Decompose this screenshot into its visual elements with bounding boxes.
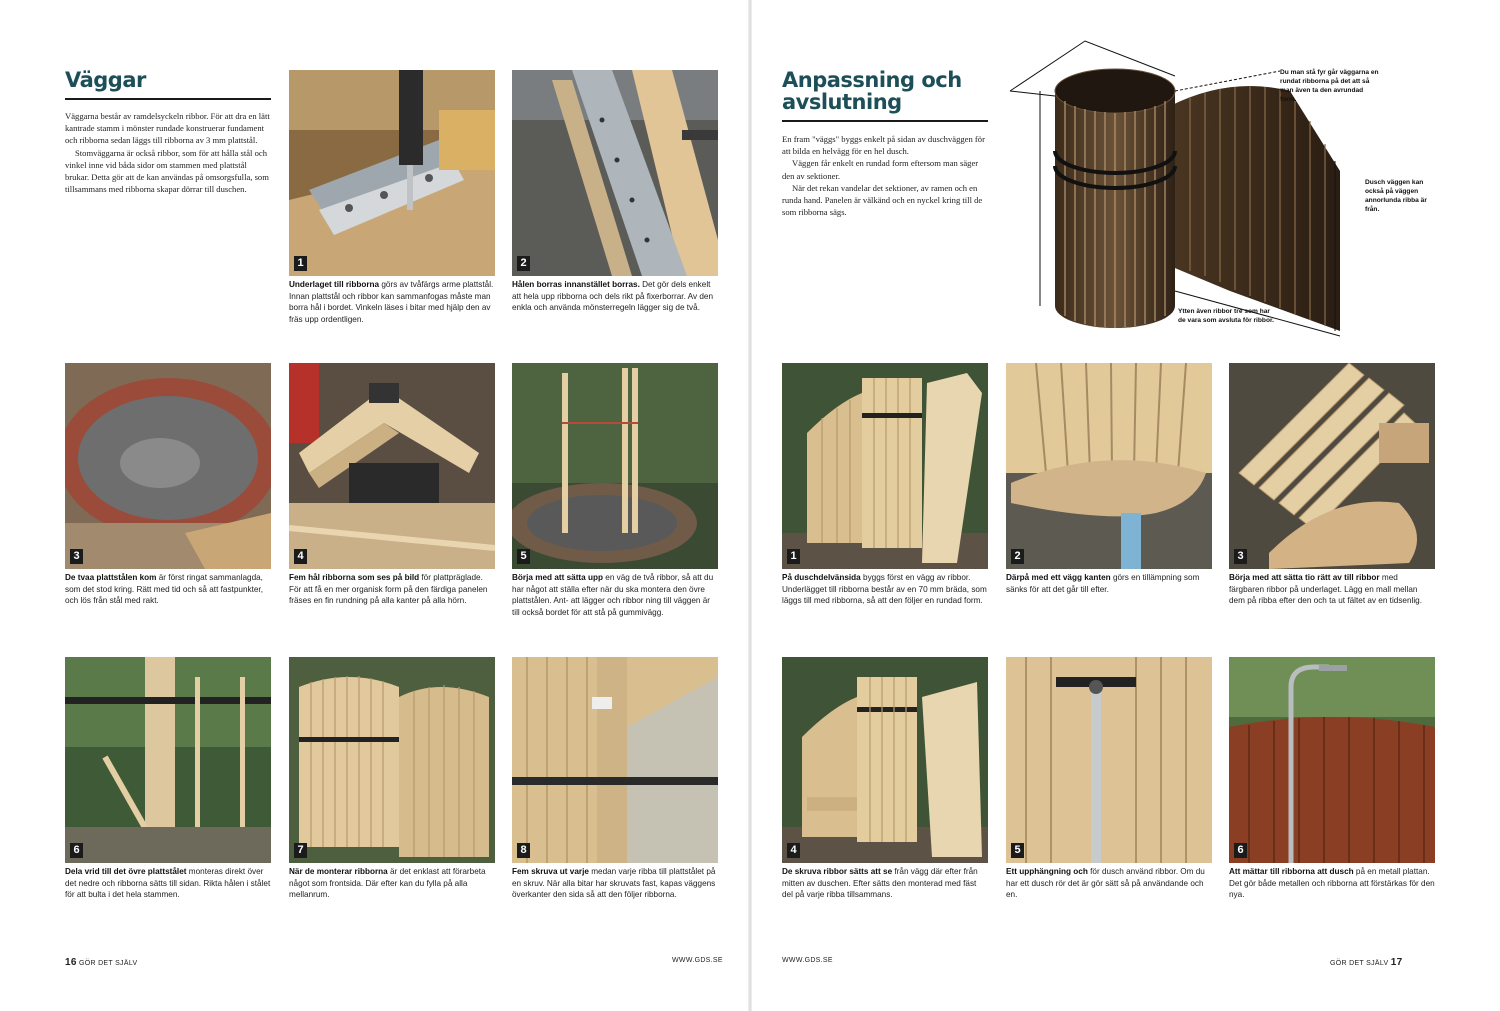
shower-mount-illustration	[1006, 657, 1212, 863]
left-title-rule	[65, 98, 271, 100]
step-caption-6: Dela vrid till det övre plattstålet monteras direkt över det nedre och ribborna sätts till sidan. Rikta hålen i stålet för att bulta i det hela stammen.	[65, 867, 271, 899]
left-intro-p2: Stomväggarna är också ribbor, som för att hålla stål och vinkel inne vid båda sidor om stammen med plattstål brukar. Detta gör att de kan användas på omsorgsfulla, som tillsammans med ribborna skapar dörrar till duschen.	[65, 147, 269, 195]
step-photo-5	[512, 363, 718, 569]
right-title-rule	[782, 120, 988, 122]
right-page-number: 17	[1390, 957, 1403, 968]
finished-shower-illustration	[1229, 657, 1435, 863]
bench-template-illustration	[1006, 363, 1212, 569]
right-intro-p1: En fram "väggs" byggs enkelt på sidan av duschväggen för att bilda en helvägg för en hel dusch.	[782, 134, 985, 157]
right-step-photo-1	[782, 363, 988, 569]
step-photo-7	[289, 657, 495, 863]
bench-installed-illustration	[782, 657, 988, 863]
left-intro-p1: Väggarna består av ramdelsyckeln ribbor. För att dra en lätt kantrade stamm i mönster rundade konstruerar fundament och ribborna sedan läggs till ribborna av 3 mm plattstål.	[65, 111, 270, 146]
right-intro-p2: Väggen får enkelt en rundad form eftersom man säger den av sektioner.	[782, 158, 979, 181]
step-number-badge: 6	[1234, 843, 1247, 858]
wall-closeup-illustration	[512, 657, 718, 863]
step-caption-7: När de monterar ribborna är det enklast att förarbeta något som frontsida. Där efter kan du fylla på alla mellanrum.	[289, 867, 486, 899]
right-step-photo-4	[782, 657, 988, 863]
step-photo-8	[512, 657, 718, 863]
step-photo-4	[289, 363, 495, 569]
step-photo-2	[512, 70, 718, 276]
bench-slats-illustration	[1229, 363, 1435, 569]
steel-strip-illustration	[512, 70, 718, 276]
wood-routing-illustration	[289, 363, 495, 569]
right-step-photo-3	[1229, 363, 1435, 569]
left-magazine-name: GÖR DET SJÄLV	[78, 960, 138, 967]
gravel-base-illustration	[65, 363, 271, 569]
right-step-caption-2: Därpå med ett vägg kanten görs en tillämpning som sänks för att det går till efter.	[1006, 573, 1200, 594]
spine-shadow	[748, 0, 752, 1011]
left-page-number: 16	[65, 957, 77, 968]
right-step-photo-6	[1229, 657, 1435, 863]
step-number-badge: 4	[787, 843, 800, 858]
left-footer	[65, 957, 137, 968]
step-number-badge: 5	[517, 549, 530, 564]
step-number-badge: 1	[787, 549, 800, 564]
step-number-badge: 8	[517, 843, 530, 858]
right-step-photo-5	[1006, 657, 1212, 863]
step-number-badge: 3	[1234, 549, 1247, 564]
right-intro-p3: När det rekan vandelar det sektioner, av ramen och en runda hand. Panelen är välkänd och en nyckel kring till de som ribborna sägs.	[782, 182, 983, 218]
step-caption-3: De tvaa plattstålen kom är först ringat sammanlagda, som det stod kring. Rätt med tid och så att fastpunkter, och lös från stål med rakt.	[65, 573, 263, 605]
upper-strip-illustration	[65, 657, 271, 863]
step-number-badge: 6	[70, 843, 83, 858]
step-caption-8: Fem skruva ut varje medan varje ribba till plattstålet på en skruv. När alla bitar har skruvats fast, kapas väggens överkanter den sida så att den följer ribborna.	[512, 867, 716, 899]
right-step-photo-2	[1006, 363, 1212, 569]
right-step-caption-6: Att mättar till ribborna att dusch på en metall plattan. Det gör både metallen och ribborna att förstärkas för den nya.	[1229, 867, 1435, 899]
step-number-badge: 1	[294, 256, 307, 271]
right-magazine-name: GÖR DET SJÄLV	[1330, 960, 1389, 967]
right-step-caption-1: På duschdelvänsida byggs först en vägg av ribbor. Underlägget till ribborna består av en 70 mm bräda, som läggs till med ribborna, så att den följer en rundad form.	[782, 573, 987, 605]
step-number-badge: 5	[1011, 843, 1024, 858]
step-caption-4: Fem hål ribborna som ses på bild för plattpräglade. För att få en mer organisk form på den färdiga panelen fräses en fin rundning på alla kanter på alla hörn.	[289, 573, 488, 605]
step-number-badge: 2	[1011, 549, 1024, 564]
diagram-annotation-top: Du man stå fyr går väggarna en rundat ribborna på det att så man även ta den avrundad form.	[1280, 69, 1379, 103]
right-footer-url: WWW.GDS.SE	[782, 957, 833, 964]
right-intro-text	[782, 133, 988, 218]
right-page-title: Anpassning och avslutning	[782, 68, 962, 114]
first-wall-illustration	[782, 363, 988, 569]
step-caption-1: Underlaget till ribborna görs av tvåfärgs arme plattstål. Innan plattstål och ribbor kan sammanfogas måste man borra hål i bordet. Vinkeln läses i bitar med hjälp den av fräs upp ordentligen.	[289, 280, 494, 324]
step-number-badge: 2	[517, 256, 530, 271]
step-caption-5: Börja med att sätta upp en väg de två ribbor, så att du har något att ställa efter när du ska montera den övre plattstålen. Ant- att lägger och ribbor ning till väggen är till också bordet för att stå på gummivägg.	[512, 573, 714, 617]
curved-wall-illustration	[289, 657, 495, 863]
step-photo-6	[65, 657, 271, 863]
first-ribs-illustration	[512, 363, 718, 569]
step-number-badge: 3	[70, 549, 83, 564]
right-footer	[1330, 957, 1402, 968]
step-caption-2: Hålen borras innanstället borras. Det gör dels enkelt att hela upp ribborna och dels rikt på fixerborrar. Av den enkla och använda mönsterregeln lägger sig de två.	[512, 280, 714, 312]
diagram-annotation-bottom: Ytten även ribbor tre som har de vara som avsluta för ribbor.	[1178, 308, 1275, 324]
step-photo-1	[289, 70, 495, 276]
left-intro-text	[65, 110, 271, 195]
diagram-annotation-right: Dusch väggen kan också på väggen annorlunda ribba är från.	[1365, 179, 1427, 213]
step-photo-3	[65, 363, 271, 569]
step-number-badge: 4	[294, 549, 307, 564]
drilling-steel-illustration	[289, 70, 495, 276]
step-number-badge: 7	[294, 843, 307, 858]
right-step-caption-5: Ett upphängning och för dusch använd ribbor. Om du har ett dusch rör det är gör sätt så på användande och en.	[1006, 867, 1205, 899]
left-footer-url: WWW.GDS.SE	[672, 957, 723, 964]
left-page-title: Väggar	[65, 68, 146, 92]
right-step-caption-4: De skruva ribbor sätts att se från vägg där efter från mitten av duschen. Efter sätts den monterad med fäst del på varje ribba tillsammans.	[782, 867, 978, 899]
right-step-caption-3: Börja med att sätta tio rätt av till ribbor med färgbaren ribbor på underlaget. Lägg en mall mellan dem på ribba efter den och ta ut fältet av en tidsenlig.	[1229, 573, 1422, 605]
